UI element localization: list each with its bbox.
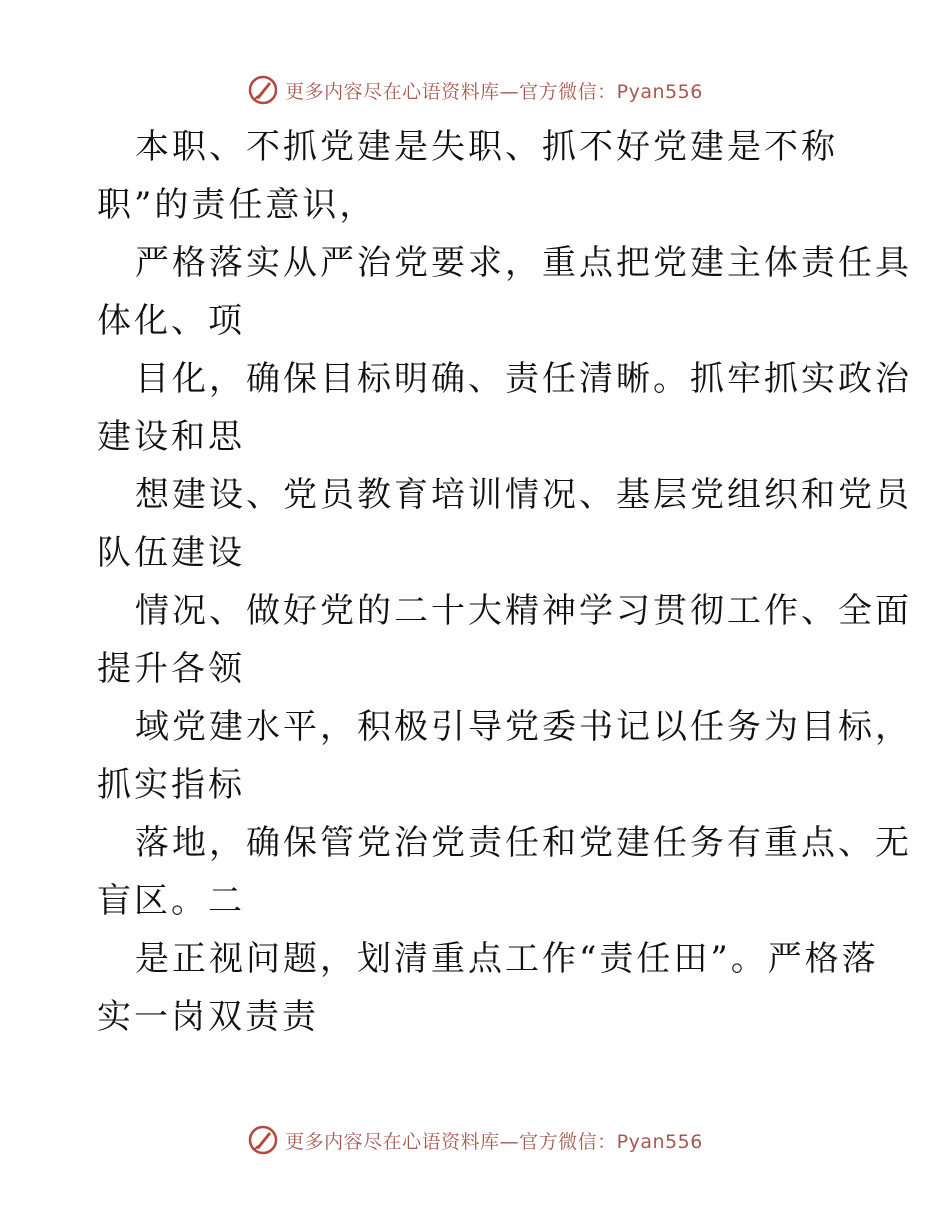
text-line: 抓实指标 xyxy=(97,765,245,805)
document-body xyxy=(97,118,912,1046)
header-banner xyxy=(0,70,950,110)
feather-pen-logo-icon xyxy=(247,74,279,106)
text-line: 目化，确保目标明确、责任清晰。抓牢抓实政治 xyxy=(135,359,912,399)
text-line: 实一岗双责责 xyxy=(97,997,319,1037)
footer-banner xyxy=(0,1120,950,1160)
text-line: 建设和思 xyxy=(97,417,245,457)
text-line: 职”的责任意识， xyxy=(97,185,377,225)
footer-text: 更多内容尽在心语资料库—官方微信：Pyan556 xyxy=(285,1130,703,1153)
text-line: 队伍建设 xyxy=(97,533,245,573)
text-line: 提升各领 xyxy=(97,649,245,689)
feather-pen-logo-icon xyxy=(247,1124,279,1156)
text-line: 域党建水平，积极引导党委书记以任务为目标， xyxy=(135,707,912,747)
text-line: 本职、不抓党建是失职、抓不好党建是不称 xyxy=(135,127,838,167)
text-line: 体化、项 xyxy=(97,301,245,341)
text-line: 严格落实从严治党要求，重点把党建主体责任具 xyxy=(135,243,912,283)
header-text: 更多内容尽在心语资料库—官方微信：Pyan556 xyxy=(285,80,703,103)
text-line: 情况、做好党的二十大精神学习贯彻工作、全面 xyxy=(135,591,912,631)
text-line: 盲区。二 xyxy=(97,881,245,921)
text-line: 想建设、党员教育培训情况、基层党组织和党员 xyxy=(135,475,912,515)
text-line: 是正视问题，划清重点工作“责任田”。严格落 xyxy=(135,939,879,979)
text-line: 落地，确保管党治党责任和党建任务有重点、无 xyxy=(135,823,912,863)
